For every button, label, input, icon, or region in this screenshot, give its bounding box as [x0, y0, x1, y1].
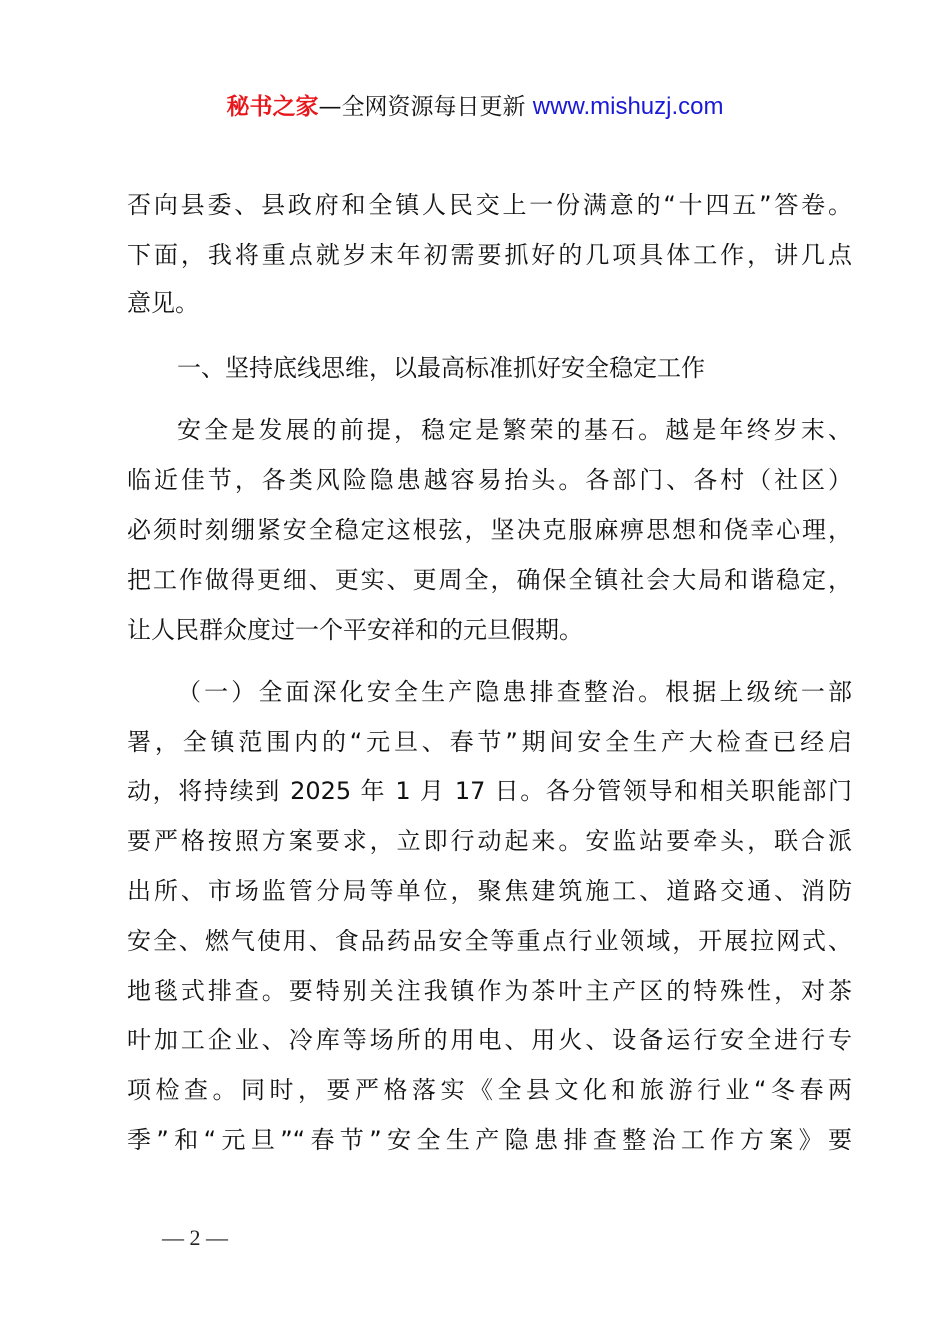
text-line: 临近佳节，各类风险隐患越容易抬头。各部门、各村（社区） [127, 466, 852, 494]
text-line: 项检查。同时，要严格落实《全县文化和旅游行业“冬春两 [127, 1076, 852, 1104]
subsection-line: （一）全面深化安全生产隐患排查整治。根据上级统一部 [177, 678, 852, 706]
text-line: 季”和“元旦”“春节”安全生产隐患排查整治工作方案》要 [127, 1126, 852, 1154]
text-line: 地毯式排查。要特别关注我镇作为茶叶主产区的特殊性，对茶 [127, 977, 852, 1005]
header-slogan: —全网资源每日更新 [318, 94, 533, 120]
site-url-link[interactable]: www.mishuzj.com [532, 93, 724, 120]
text-line: 把工作做得更细、更实、更周全，确保全镇社会大局和谐稳定， [127, 566, 852, 594]
text-line: 动，将持续到 2025 年 1 月 17 日。各分管领导和相关职能部门 [127, 777, 852, 805]
text-line: 叶加工企业、冷库等场所的用电、用火、设备运行安全进行专 [127, 1026, 852, 1054]
brand-name: 秘书之家 [226, 94, 319, 120]
site-header [0, 88, 950, 121]
text-line: 让人民群众度过一个平安祥和的元旦假期。 [127, 616, 583, 644]
text-line: 安全是发展的前提，稳定是繁荣的基石。越是年终岁末、 [177, 416, 852, 444]
text-line: 安全、燃气使用、食品药品安全等重点行业领域，开展拉网式、 [127, 927, 852, 955]
text-line: 必须时刻绷紧安全稳定这根弦，坚决克服麻痹思想和侥幸心理， [127, 516, 852, 544]
text-line: 出所、市场监管分局等单位，聚焦建筑施工、道路交通、消防 [127, 877, 852, 905]
text-line: 署，全镇范围内的“元旦、春节”期间安全生产大检查已经启 [127, 728, 852, 756]
text-line: 否向县委、县政府和全镇人民交上一份满意的“十四五”答卷。 [127, 191, 852, 219]
text-line: 意见。 [127, 289, 199, 317]
text-line: 下面，我将重点就岁末年初需要抓好的几项具体工作，讲几点 [127, 241, 852, 269]
page-number: — 2 — [162, 1225, 228, 1250]
text-line: 要严格按照方案要求，立即行动起来。安监站要牵头，联合派 [127, 827, 852, 855]
section-heading: 一、坚持底线思维，以最高标准抓好安全稳定工作 [177, 354, 705, 382]
